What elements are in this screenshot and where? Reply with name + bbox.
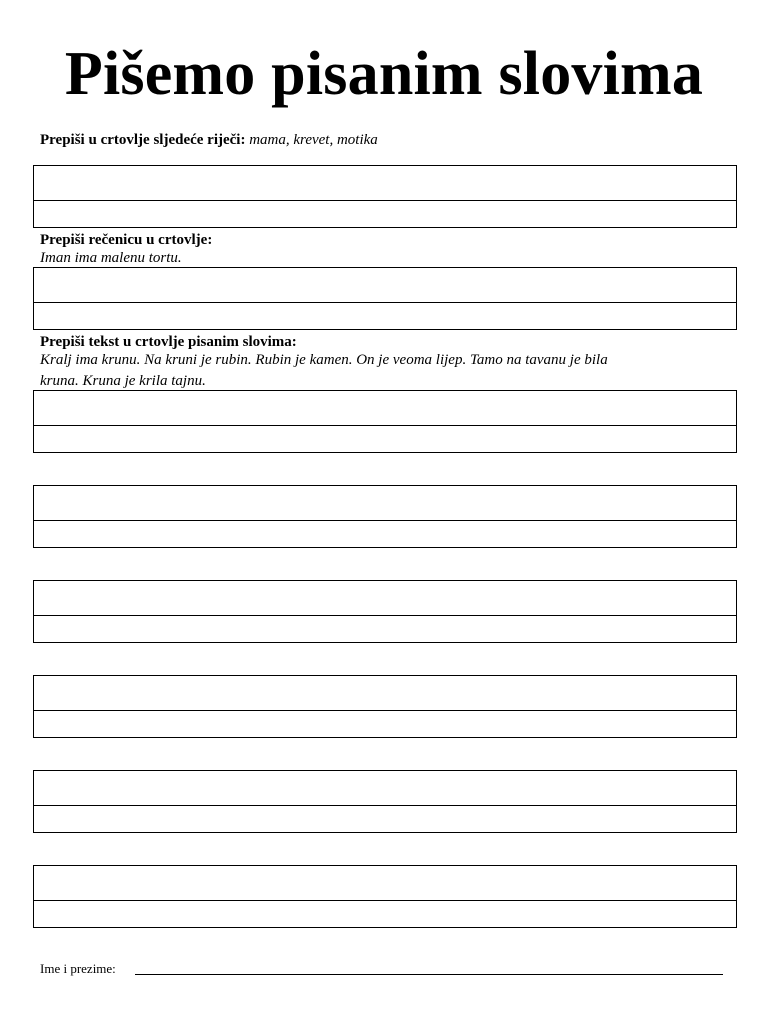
task2-sentence: Iman ima malenu tortu. [40,250,182,266]
name-label: Ime i prezime: [40,961,116,976]
writing-box-midline [34,520,736,521]
writing-box-8[interactable] [33,865,737,928]
writing-box-midline [34,805,736,806]
writing-box-midline [34,200,736,201]
task1-words: mama, krevet, motika [249,132,378,148]
writing-box-4[interactable] [33,485,737,548]
writing-box-midline [34,710,736,711]
writing-box-midline [34,425,736,426]
writing-box-midline [34,302,736,303]
task3-text-line1: Kralj ima krunu. Na kruni je rubin. Rubin je kamen. On je veoma lijep. Tamo na tavanu je bila [40,352,608,368]
writing-box-5[interactable] [33,580,737,643]
task2-instruction [40,231,212,249]
task3-instruction [40,333,297,351]
writing-box-midline [34,615,736,616]
page-title: Pišemo pisanim slovima [64,40,704,108]
task1-instruction [40,131,378,149]
writing-box-2[interactable] [33,267,737,330]
writing-box-3[interactable] [33,390,737,453]
task2-label: Prepiši rečenicu u crtovlje: [40,232,213,248]
writing-box-midline [34,900,736,901]
task3-text-line2: kruna. Kruna je krila tajnu. [40,373,206,389]
name-underline[interactable] [135,974,723,975]
writing-box-7[interactable] [33,770,737,833]
writing-box-6[interactable] [33,675,737,738]
footer-name-field [40,960,116,978]
task3-label: Prepiši tekst u crtovlje pisanim slovima: [40,334,297,350]
writing-box-1[interactable] [33,165,737,228]
task1-label: Prepiši u crtovlje sljedeće riječi: [40,132,246,148]
